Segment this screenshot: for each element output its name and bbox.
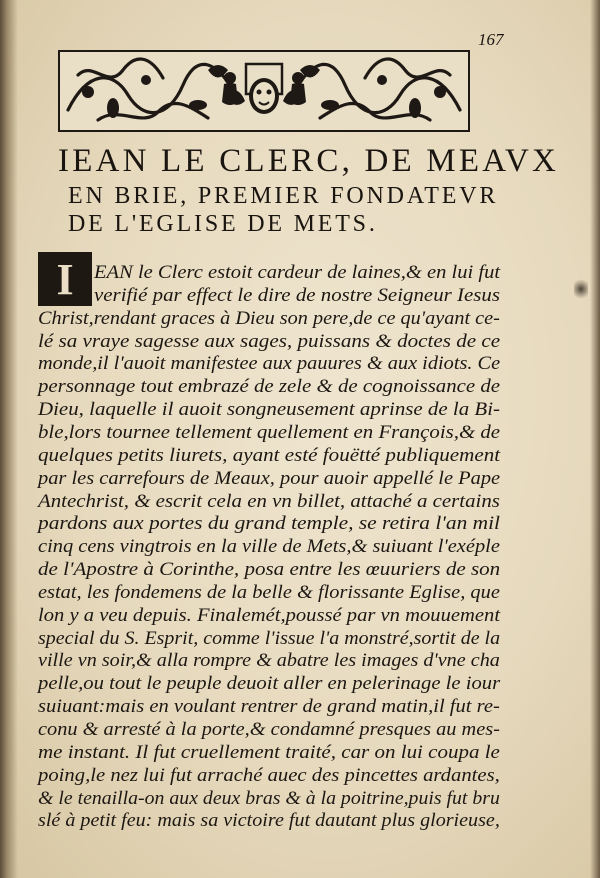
- body-line: special du S. Esprit, comme l'issue l'a monstré,sortit de la: [38, 628, 501, 649]
- body-line: verifié par effect le dire de nostre Seigneur Iesus: [94, 285, 500, 306]
- body-line: de l'Apostre à Corinthe, posa entre les œuuriers de son: [38, 560, 501, 581]
- body-line: ville vn soir,& alla rompre & abatre les images d'vne cha: [38, 651, 500, 672]
- body-line: estat, les fondemens de la belle & florissante Eglise, que: [38, 582, 500, 603]
- body-line: lon y a veu depuis. Finalemét,poussé par vn mouuement: [38, 605, 501, 626]
- title-line-1: IEAN LE CLERC, DE MEAVX: [58, 143, 560, 179]
- body-line: slé à petit feu: mais sa victoire fut dautant plus glorieuse,: [38, 811, 500, 832]
- decorated-initial: [38, 252, 92, 306]
- body-line: & le tenailla-on aux deux bras & à la poitrine,puis fut bru: [38, 788, 500, 809]
- body-line: cinq cens vingtrois en la ville de Mets,& suiuant l'exéple: [38, 537, 500, 558]
- body-line: pardons aux portes du grand temple, se retira l'an mil: [38, 514, 500, 535]
- body-line: conu & arresté à la porte,& condamné presques au mes-: [38, 720, 500, 740]
- body-line: ble,lors tournee tellement quellement en François,& de: [38, 422, 501, 443]
- page-edge-shadow: [590, 0, 600, 878]
- decorated-initial-letter: I: [56, 255, 74, 304]
- page-binding-shadow: [0, 0, 18, 878]
- page-number: 167: [478, 30, 504, 49]
- body-line: EAN le Clerc estoit cardeur de laines,& en lui fut: [94, 263, 501, 283]
- body-line: Christ,rendant graces à Dieu son pere,de ce qu'ayant ce-: [38, 308, 500, 329]
- body-line: poing,le nez lui fut arraché auec des pincettes ardantes,: [38, 765, 500, 786]
- ink-blot-mark: [574, 278, 588, 300]
- body-line: personnage tout embrazé de zele & de cognoissance de: [38, 377, 501, 398]
- title-line-3: DE L'EGLISE DE METS.: [68, 211, 378, 237]
- body-line: par les carrefours de Meaux, pour auoir appellé le Pape: [38, 468, 501, 489]
- body-line: monde,il l'auoit manifestee aux pauures & aux idiots. Ce: [38, 354, 501, 375]
- body-line: lé sa vraye sagesse aux sages, puissans & doctes de ce: [38, 331, 501, 352]
- body-line: Antechrist, & escrit cela en vn billet, attaché a certains: [38, 491, 500, 512]
- body-line: Dieu, laquelle il auoit songneusement aprinse de la Bi-: [38, 400, 500, 421]
- title-line-2: EN BRIE, PREMIER FONDATEVR: [68, 183, 499, 209]
- body-line: quelques petits liurets, ayant esté fouëtté publiquement: [38, 445, 501, 466]
- body-line: me instant. Il fut cruellement traité, car on lui coupa le: [38, 742, 500, 763]
- body-line: pelle,ou tout le peuple deuoit aller en pelerinage le iour: [38, 674, 501, 695]
- ornamental-header-band: [58, 50, 470, 132]
- body-line: suiuant:mais en voulant rentrer de grand matin,il fut re-: [38, 697, 500, 718]
